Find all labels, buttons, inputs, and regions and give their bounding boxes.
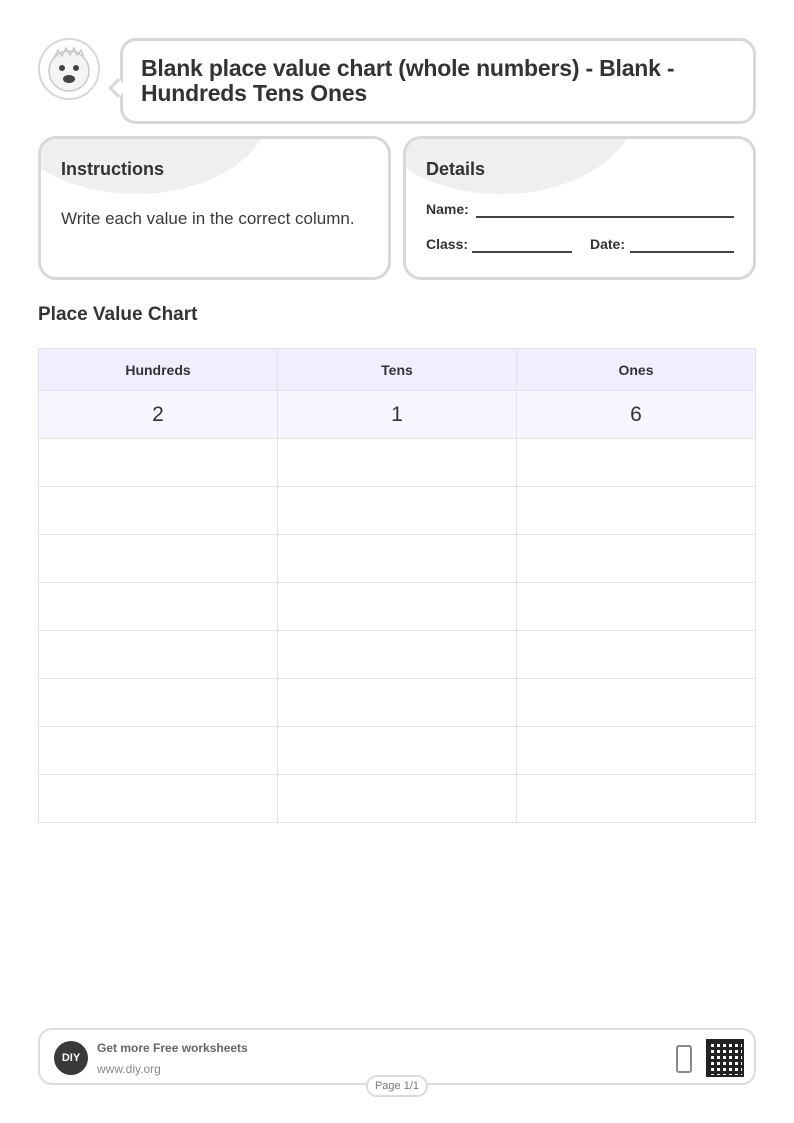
class-label: Class: <box>426 236 469 252</box>
name-field[interactable] <box>476 216 734 218</box>
details-heading: Details <box>426 159 486 179</box>
footer-promo-text: Get more Free worksheets <box>97 1041 248 1055</box>
blank-cell[interactable] <box>517 727 756 775</box>
diy-logo-text: DIY <box>61 1052 81 1064</box>
blank-cell[interactable] <box>517 631 756 679</box>
blank-cell[interactable] <box>39 679 278 727</box>
page-title: Blank place value chart (whole numbers) - Blank - Hundreds Tens Ones <box>141 55 675 106</box>
instructions-heading: Instructions <box>61 159 165 179</box>
example-ones-cell: 6 <box>517 391 756 439</box>
blank-cell[interactable] <box>278 775 517 823</box>
blank-cell[interactable] <box>517 535 756 583</box>
table-row <box>39 679 756 727</box>
blank-cell[interactable] <box>39 727 278 775</box>
blank-cell[interactable] <box>39 583 278 631</box>
column-header-hundreds: Hundreds <box>39 349 278 391</box>
blank-cell[interactable] <box>278 727 517 775</box>
example-hundreds-cell: 2 <box>39 391 278 439</box>
qr-code-icon[interactable] <box>706 1039 744 1077</box>
blank-cell[interactable] <box>278 487 517 535</box>
blank-cell[interactable] <box>517 583 756 631</box>
title-bubble <box>120 38 756 124</box>
phone-icon <box>676 1045 692 1073</box>
blank-cell[interactable] <box>278 535 517 583</box>
footer-website-link[interactable]: www.diy.org <box>97 1062 161 1076</box>
table-row <box>39 727 756 775</box>
date-field[interactable] <box>630 251 734 253</box>
class-field[interactable] <box>472 251 572 253</box>
column-header-tens: Tens <box>278 349 517 391</box>
table-row <box>39 631 756 679</box>
blank-cell[interactable] <box>517 775 756 823</box>
blank-cell[interactable] <box>278 679 517 727</box>
chart-title: Place Value Chart <box>38 304 198 325</box>
details-card <box>403 136 756 280</box>
blank-cell[interactable] <box>278 631 517 679</box>
blank-cell[interactable] <box>39 631 278 679</box>
instructions-text: Write each value in the correct column. <box>61 209 355 228</box>
table-row <box>39 487 756 535</box>
blank-cell[interactable] <box>278 439 517 487</box>
blank-cell[interactable] <box>39 535 278 583</box>
page-number: Page 1/1 <box>366 1075 428 1097</box>
table-row <box>39 535 756 583</box>
diy-logo-icon[interactable] <box>54 1041 88 1075</box>
example-row <box>39 391 756 439</box>
blank-cell[interactable] <box>517 487 756 535</box>
date-label: Date: <box>590 236 626 252</box>
table-row <box>39 775 756 823</box>
blank-cell[interactable] <box>517 439 756 487</box>
table-row <box>39 583 756 631</box>
blank-cell[interactable] <box>39 775 278 823</box>
name-label: Name: <box>426 201 469 217</box>
yeti-mascot-icon <box>38 38 100 100</box>
table-header-row <box>39 349 756 391</box>
blank-cell[interactable] <box>39 439 278 487</box>
instructions-card <box>38 136 391 280</box>
blank-cell[interactable] <box>39 487 278 535</box>
column-header-ones: Ones <box>517 349 756 391</box>
blank-cell[interactable] <box>278 583 517 631</box>
table-row <box>39 439 756 487</box>
blank-cell[interactable] <box>517 679 756 727</box>
place-value-table <box>38 348 756 823</box>
example-tens-cell: 1 <box>278 391 517 439</box>
